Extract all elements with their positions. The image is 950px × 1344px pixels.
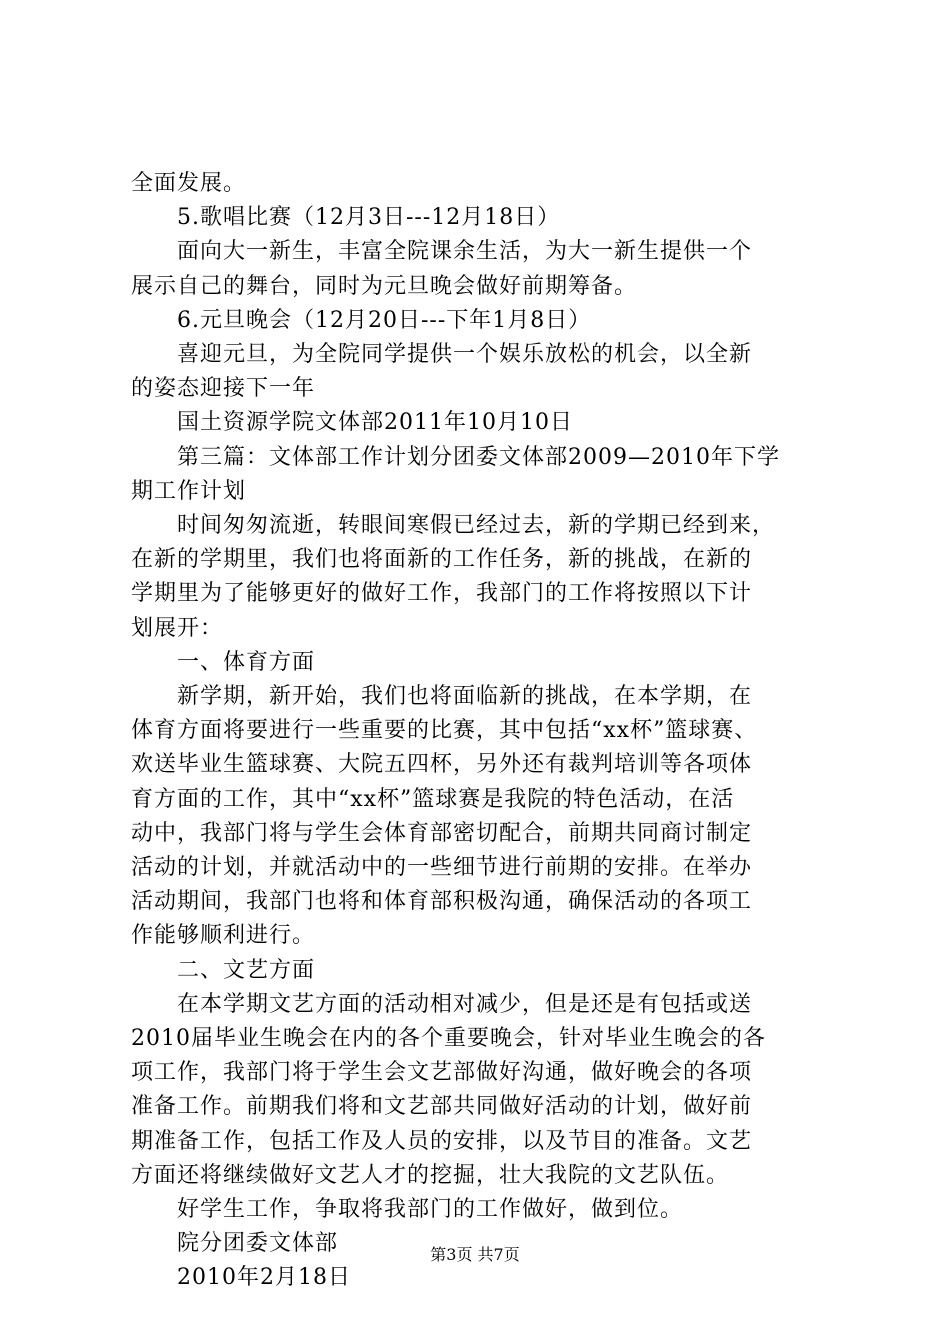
text-line: 二、文艺方面	[177, 957, 316, 983]
text-line: 动中，我部门将与学生会体育部密切配合，前期共同商讨制定	[131, 820, 753, 846]
text-line: 好学生工作，争取将我部门的工作做好，做到位。	[177, 1197, 684, 1222]
text-line: 喜迎元旦，为全院同学提供一个娱乐放松的机会，以全新	[177, 342, 753, 367]
text-line: 在本学期文艺方面的活动相对减少，但是还是有包括或送	[177, 991, 753, 1017]
text-line: 期工作计划	[131, 478, 247, 504]
text-line: 在新的学期里，我们也将面新的工作任务，新的挑战，在新的	[131, 547, 753, 573]
page-footer: 第3页 共7页	[430, 1245, 520, 1264]
text-line: 育方面的工作，其中“xx杯”篮球赛是我院的特色活动，在活	[131, 786, 735, 812]
text-line: 第三篇：文体部工作计划分团委文体部2009—2010年下学	[177, 444, 780, 470]
text-line: 展示自己的舞台，同时为元旦晚会做好前期筹备。	[131, 273, 638, 299]
text-line: 欢送毕业生篮球赛、大院五四杯，另外还有裁判培训等各项体	[131, 752, 753, 778]
text-line: 体育方面将要进行一些重要的比赛，其中包括“xx杯”篮球赛、	[131, 718, 758, 744]
text-line: 6.元旦晚会（12月20日---下年1月8日）	[177, 307, 592, 333]
text-line: 一、体育方面	[177, 649, 316, 675]
text-line: 项工作，我部门将于学生会文艺部做好沟通，做好晚会的各项	[131, 1060, 753, 1086]
text-line: 方面还将继续做好文艺人才的挖掘，壮大我院的文艺队伍。	[131, 1162, 730, 1188]
text-line: 的姿态迎接下一年	[131, 376, 316, 402]
text-line: 面向大一新生，丰富全院课余生活，为大一新生提供一个	[177, 239, 753, 265]
text-line: 作能够顺利进行。	[131, 923, 316, 949]
text-line: 新学期，新开始，我们也将面临新的挑战，在本学期，在	[177, 684, 753, 709]
text-line: 活动的计划，并就活动中的一些细节进行前期的安排。在举办	[131, 855, 753, 880]
text-line: 5.歌唱比赛（12月3日---12月18日）	[177, 205, 561, 231]
text-line: 活动期间，我部门也将和体育部积极沟通，确保活动的各项工	[131, 889, 753, 915]
text-line: 国土资源学院文体部2011年10月10日	[177, 410, 573, 436]
text-line: 时间匆匆流逝，转眼间寒假已经过去，新的学期已经到来，	[177, 513, 776, 538]
text-line: 期准备工作，包括工作及人员的安排，以及节目的准备。文艺	[131, 1128, 753, 1154]
text-line: 划展开：	[131, 615, 224, 641]
text-line: 全面发展。	[131, 171, 247, 196]
text-line: 准备工作。前期我们将和文艺部共同做好活动的计划，做好前	[131, 1094, 753, 1120]
text-line: 学期里为了能够更好的做好工作，我部门的工作将按照以下计	[131, 581, 753, 607]
text-line: 2010年2月18日	[177, 1265, 351, 1291]
text-line: 2010届毕业生晚会在内的各个重要晚会，针对毕业生晚会的各	[131, 1026, 766, 1051]
text-line: 院分团委文体部	[177, 1231, 339, 1257]
